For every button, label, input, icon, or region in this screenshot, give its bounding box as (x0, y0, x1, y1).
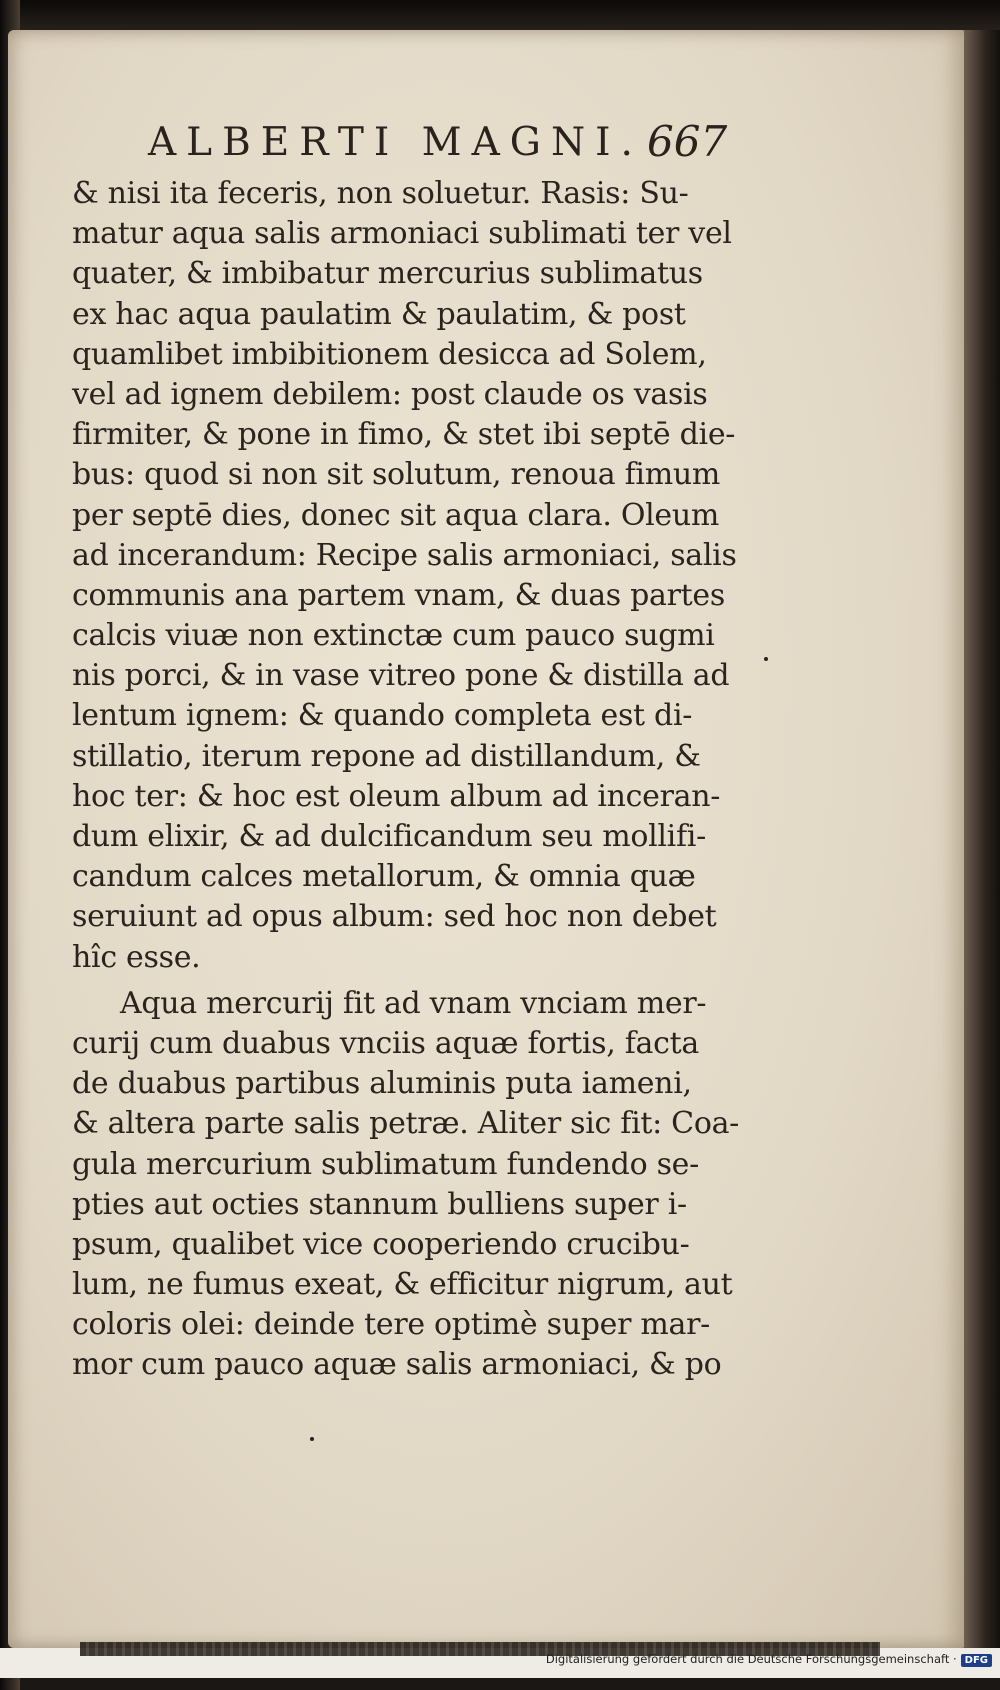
running-head: ALBERTI MAGNI. (148, 120, 643, 165)
text-line: de duabus partibus aluminis puta iameni, (72, 1066, 692, 1102)
text-line: stillatio, iterum repone ad distillandum, & (72, 738, 701, 774)
scan-right-edge (964, 30, 1000, 1650)
ink-speck (764, 657, 768, 661)
text-line: coloris olei: deinde tere optimè super mar- (72, 1307, 710, 1343)
text-line: matur aqua salis armoniaci sublimati ter vel (72, 216, 732, 252)
text-line: & altera parte salis petræ. Aliter sic fit: Coa- (72, 1106, 740, 1142)
text-line: dum elixir, & ad dulcificandum seu mollifi- (72, 819, 706, 854)
text-line: communis ana partem vnam, & duas partes (72, 577, 725, 613)
text-line: calcis viuæ non extinctæ cum pauco sugmi (72, 618, 715, 654)
text-line: ad incerandum: Recipe salis armoniaci, salis (72, 537, 737, 573)
body-text (72, 174, 740, 1386)
text-line: nis porci, & in vase vitreo pone & distilla ad (72, 658, 730, 694)
text-line: lum, ne fumus exeat, & efficitur nigrum, aut (72, 1267, 733, 1303)
text-line: quater, & imbibatur mercurius sublimatus (72, 256, 703, 292)
text-line: per septē dies, donec sit aqua clara. Oleum (72, 497, 720, 533)
scan-top-strip (0, 0, 1000, 34)
text-line: vel ad ignem debilem: post claude os vasis (72, 376, 708, 412)
text-line: hîc esse. (72, 939, 201, 975)
dfg-logo: DFG (961, 1654, 992, 1667)
text-line: lentum ignem: & quando completa est di- (72, 698, 693, 734)
text-line: hoc ter: & hoc est oleum album ad inceran- (72, 778, 721, 814)
digitization-credit (546, 1652, 992, 1667)
text-line: firmiter, & pone in fimo, & stet ibi septē die- (72, 417, 736, 453)
text-line: candum calces metallorum, & omnia quæ (72, 859, 696, 895)
credit-text: Digitalisierung gefördert durch die Deutsche Forschungsgemeinschaft · (545, 1652, 957, 1666)
text-line: bus: quod si non sit solutum, renoua fimum (72, 457, 721, 493)
text-line: Aqua mercurij fit ad vnam vnciam mer- (120, 985, 707, 1021)
text-line: mor cum pauco aquæ salis armoniaci, & po (72, 1347, 722, 1383)
text-line: gula mercurium sublimatum fundendo se- (72, 1146, 699, 1182)
text-line: curij cum duabus vnciis aquæ fortis, facta (72, 1025, 699, 1061)
text-line: quamlibet imbibitionem desicca ad Solem, (72, 336, 707, 372)
text-line: ex hac aqua paulatim & paulatim, & post (72, 296, 686, 332)
text-line: & nisi ita feceris, non soluetur. Rasis: Su- (72, 176, 689, 211)
text-line: pties aut octies stannum bulliens super i- (72, 1186, 687, 1222)
text-line: psum, qualibet vice cooperiendo crucibu- (72, 1226, 690, 1262)
page-number: 667 (647, 117, 728, 166)
text-line: seruiunt ad opus album: sed hoc non debet (72, 899, 717, 935)
ink-speck (310, 1437, 314, 1441)
